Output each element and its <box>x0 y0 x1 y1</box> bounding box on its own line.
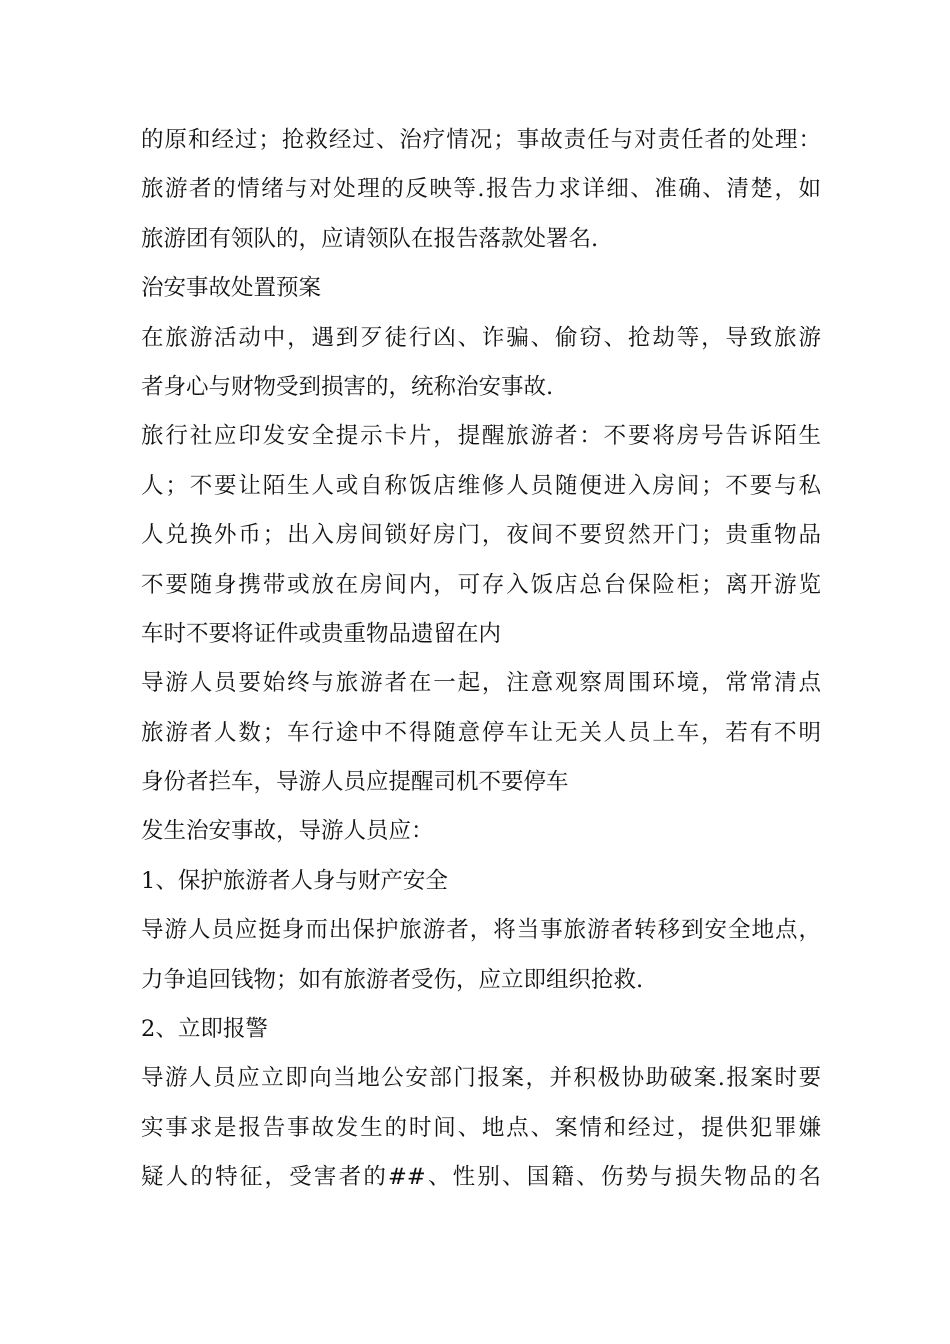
text-line-20: 导游人员应立即向当地公安部门报案，并积极协助破案.报案时要 <box>141 1065 821 1092</box>
text-line-6: 者身心与财物受到损害的，统称治安事故. <box>141 373 554 400</box>
text-line-13: 旅游者人数；车行途中不得随意停车让无关人员上车，若有不明 <box>141 719 821 746</box>
list-heading-2: 2、立即报警 <box>141 1016 268 1043</box>
text-line-1: 的原和经过；抢救经过、治疗情况；事故责任与对责任者的处理： <box>141 127 821 153</box>
section-heading: 治安事故处置预案 <box>141 275 322 302</box>
text-line-15: 发生治安事故，导游人员应： <box>141 818 434 845</box>
text-line-21: 实事求是报告事故发生的时间、地点、案情和经过，提供犯罪嫌 <box>141 1114 821 1141</box>
text-line-12: 导游人员要始终与旅游者在一起，注意观察周围环境，常常清点 <box>141 670 821 697</box>
document-body <box>141 116 821 1203</box>
text-line-11: 车时不要将证件或贵重物品遗留在内 <box>141 620 502 647</box>
text-line-22: 疑人的特征，受害者的##、性别、国籍、伤势与损失物品的名 <box>141 1164 821 1191</box>
text-line-10: 不要随身携带或放在房间内，可存入饭店总台保险柜；离开游览 <box>141 571 821 598</box>
text-line-9: 人兑换外币；出入房间锁好房门，夜间不要贸然开门；贵重物品 <box>141 522 821 549</box>
text-line-2: 旅游者的情绪与对处理的反映等.报告力求详细、准确、清楚，如 <box>141 176 821 203</box>
text-line-5: 在旅游活动中，遇到歹徒行凶、诈骗、偷窃、抢劫等，导致旅游 <box>141 324 821 351</box>
text-line-7: 旅行社应印发安全提示卡片，提醒旅游者：不要将房号告诉陌生 <box>141 423 821 450</box>
list-heading-1: 1、保护旅游者人身与财产安全 <box>141 867 448 894</box>
text-line-3: 旅游团有领队的，应请领队在报告落款处署名. <box>141 225 599 252</box>
text-line-18: 力争追回钱物；如有旅游者受伤，应立即组织抢救. <box>141 966 644 993</box>
text-line-14: 身份者拦车，导游人员应提醒司机不要停车 <box>141 769 569 796</box>
text-line-17: 导游人员应挺身而出保护旅游者，将当事旅游者转移到安全地点， <box>141 917 821 944</box>
text-line-8: 人；不要让陌生人或自称饭店维修人员随便进入房间；不要与私 <box>141 472 821 499</box>
